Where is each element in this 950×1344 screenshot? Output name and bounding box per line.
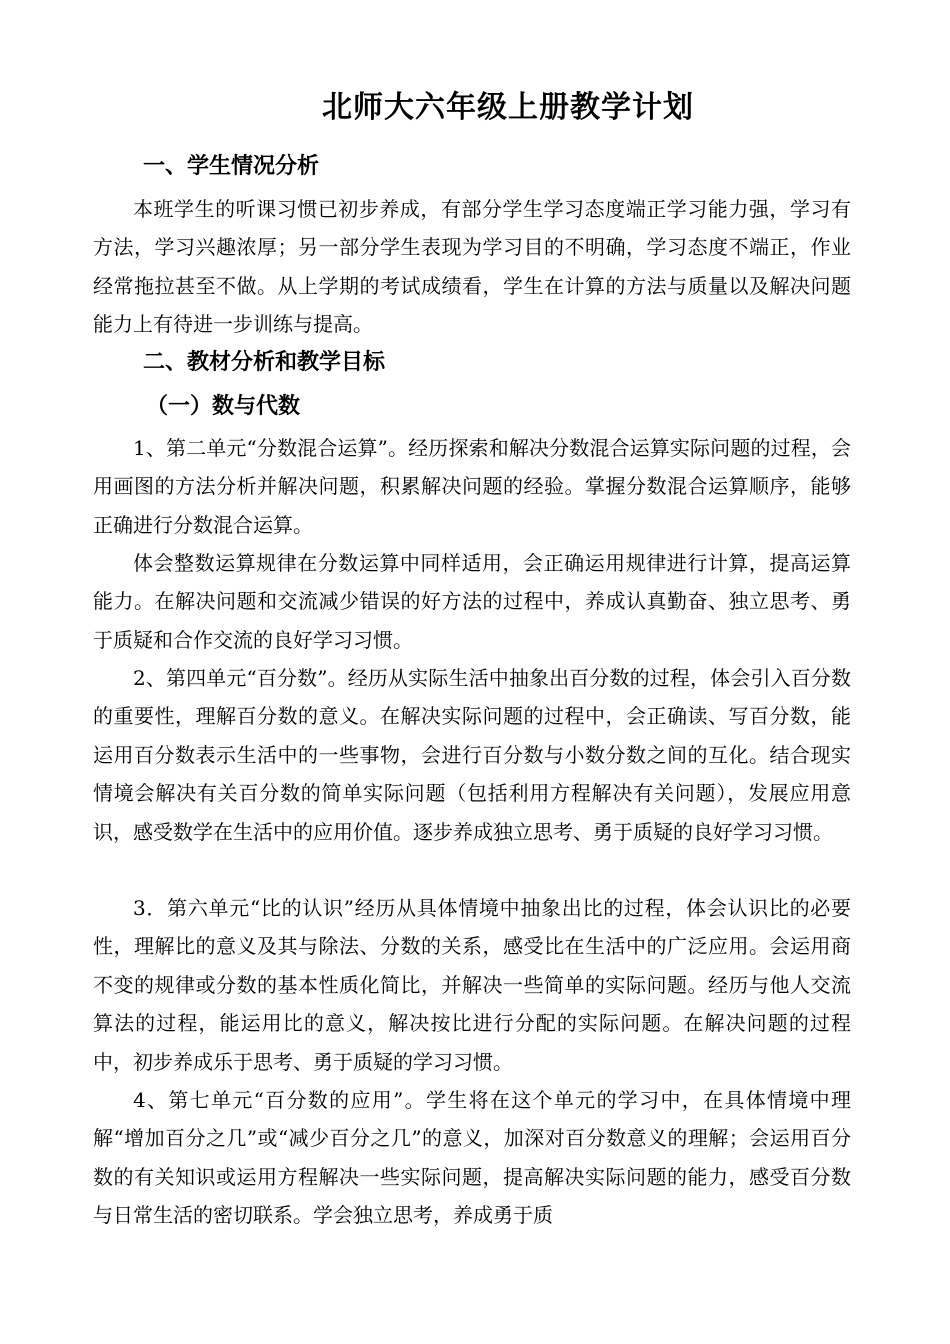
paragraph-unit-4: 2、第四单元“百分数”。经历从实际生活中抽象出百分数的过程，体会引入百分数的重要性，理解百分数的意义。在解决实际问题的过程中，会正确读、写百分数，能运用百分数表示生活中的一些事物，会进行百分数与小数分数之间的互化。结合现实情境会解决有关百分数的简单实际问题（包括利用方程解决有关问题），发展应用意识，感受数学在生活中的应用价值。逐步养成独立思考、勇于质疑的良好学习习惯。 [93, 666, 851, 844]
paragraph-unit-2: 1、第二单元“分数混合运算”。经历探索和解决分数混合运算实际问题的过程，会用画图的方法分析并解决问题，积累解决问题的经验。掌握分数混合运算顺序，能够正确进行分数混合运算。 [93, 436, 851, 537]
document-title: 北师大六年级上册教学计划 [322, 90, 694, 125]
paragraph-unit-7: 4、第七单元“百分数的应用”。学生将在这个单元的学习中，在具体情境中理解“增加百分之几”或“减少百分之几”的意义，加深对百分数意义的理解；会运用百分数的有关知识或运用方程解决一些实际问题，提高解决实际问题的能力，感受百分数与日常生活的密切联系。学会独立思考，养成勇于质 [93, 1088, 851, 1228]
subsection-heading-number-algebra: （一）数与代数 [146, 394, 301, 419]
section-heading-textbook-goals: 二、教材分析和教学目标 [143, 350, 386, 375]
paragraph-student-analysis: 本班学生的听课习惯已初步养成，有部分学生学习态度端正学习能力强，学习有方法，学习兴趣浓厚；另一部分学生表现为学习目的不明确，学习态度不端正，作业经常拖拉甚至不做。从上学期的考试成绩看，学生在计算的方法与质量以及解决问题能力上有待进一步训练与提高。 [93, 197, 851, 337]
paragraph-unit-2-continued: 体会整数运算规律在分数运算中同样适用，会正确运用规律进行计算，提高运算能力。在解决问题和交流减少错误的好方法的过程中，养成认真勤奋、独立思考、勇于质疑和合作交流的良好学习习惯。 [93, 551, 851, 652]
paragraph-unit-6: 3．第六单元“比的认识”经历从具体情境中抽象出比的过程，体会认识比的必要性，理解比的意义及其与除法、分数的关系，感受比在生活中的广泛应用。会运用商不变的规律或分数的基本性质化简比，并解决一些简单的实际问题。经历与他人交流算法的过程，能运用比的意义，解决按比进行分配的实际问题。在解决问题的过程中，初步养成乐于思考、勇于质疑的学习习惯。 [93, 896, 851, 1074]
section-heading-student-analysis: 一、学生情况分析 [143, 154, 320, 179]
